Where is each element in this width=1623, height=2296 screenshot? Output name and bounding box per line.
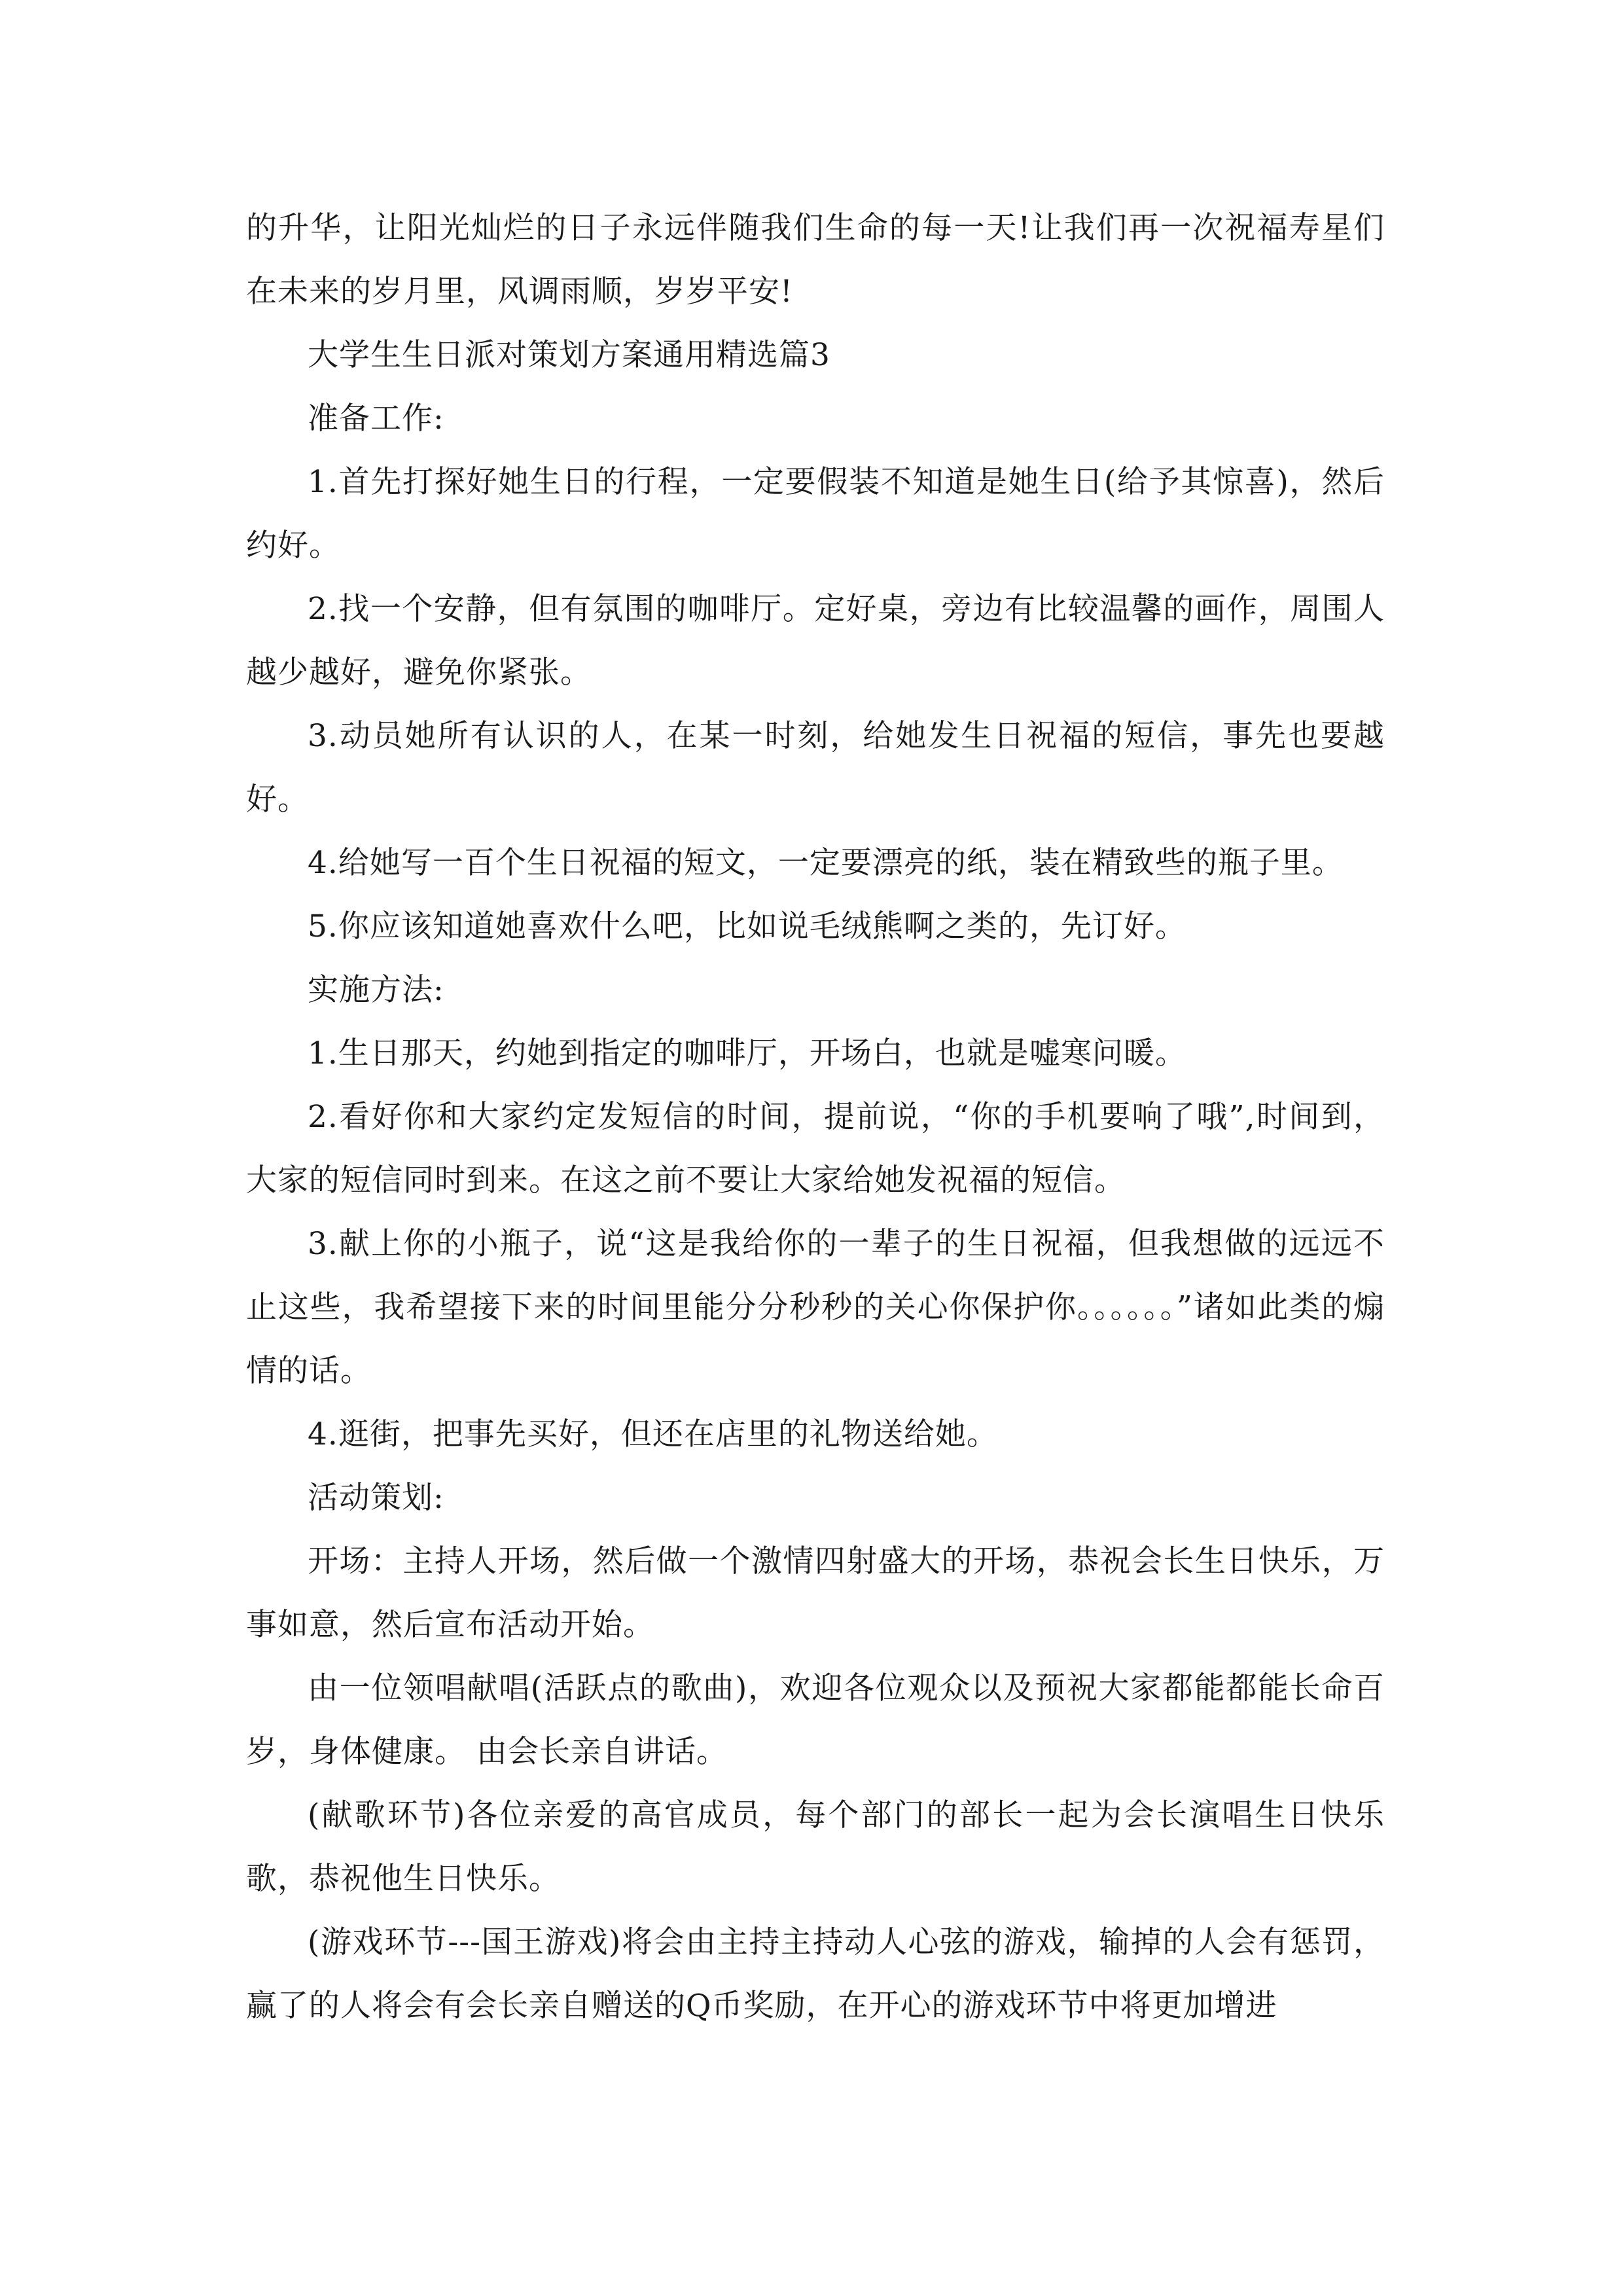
paragraph: 开场：主持人开场，然后做一个激情四射盛大的开场，恭祝会长生日快乐，万事如意，然后宣布活动开始。 (246, 1543, 1385, 1643)
subheading: 活动策划: (308, 1480, 444, 1516)
list-item: 3.动员她所有认识的人，在某一时刻，给她发生日祝福的短信，事先也要越好。 (246, 718, 1385, 817)
list-item: 1.首先打探好她生日的行程，一定要假装不知道是她生日(给予其惊喜)，然后约好。 (246, 464, 1385, 564)
subheading: 实施方法: (308, 972, 444, 1008)
list-item: 4.逛街，把事先买好，但还在店里的礼物送给她。 (308, 1416, 998, 1452)
list-item: 5.你应该知道她喜欢什么吧，比如说毛绒熊啊之类的，先订好。 (308, 908, 1186, 944)
paragraph: (献歌环节)各位亲爱的高官成员，每个部门的部长一起为会长演唱生日快乐歌，恭祝他生日快乐。 (246, 1797, 1385, 1897)
section-heading: 大学生生日派对策划方案通用精选篇3 (308, 337, 830, 373)
list-item: 4.给她写一百个生日祝福的短文，一定要漂亮的纸，装在精致些的瓶子里。 (308, 845, 1344, 881)
list-item: 2.找一个安静，但有氛围的咖啡厅。定好桌，旁边有比较温馨的画作，周围人越少越好，避免你紧张。 (246, 591, 1385, 691)
document-body (246, 196, 1385, 2037)
list-item: 1.生日那天，约她到指定的咖啡厅，开场白，也就是嘘寒问暖。 (308, 1035, 1186, 1071)
list-item: 3.献上你的小瓶子，说“这是我给你的一辈子的生日祝福，但我想做的远远不止这些，我希望接下来的时间里能分分秒秒的关心你保护你。。。。。。”诸如此类的煽情的话。 (246, 1226, 1385, 1389)
paragraph: (游戏环节---国王游戏)将会由主持主持动人心弦的游戏，输掉的人会有惩罚，赢了的人将会有会长亲自赠送的Q币奖励，在开心的游戏环节中将更加增进 (246, 1924, 1385, 2024)
paragraph: 由一位领唱献唱(活跃点的歌曲)，欢迎各位观众以及预祝大家都能都能长命百岁，身体健康。 由会长亲自讲话。 (246, 1670, 1385, 1770)
list-item: 2.看好你和大家约定发短信的时间，提前说，“你的手机要响了哦”,时间到，大家的短信同时到来。在这之前不要让大家给她发祝福的短信。 (246, 1099, 1385, 1198)
paragraph: 的升华，让阳光灿烂的日子永远伴随我们生命的每一天!让我们再一次祝福寿星们在未来的岁月里，风调雨顺，岁岁平安! (246, 210, 1385, 310)
subheading: 准备工作: (308, 401, 444, 437)
